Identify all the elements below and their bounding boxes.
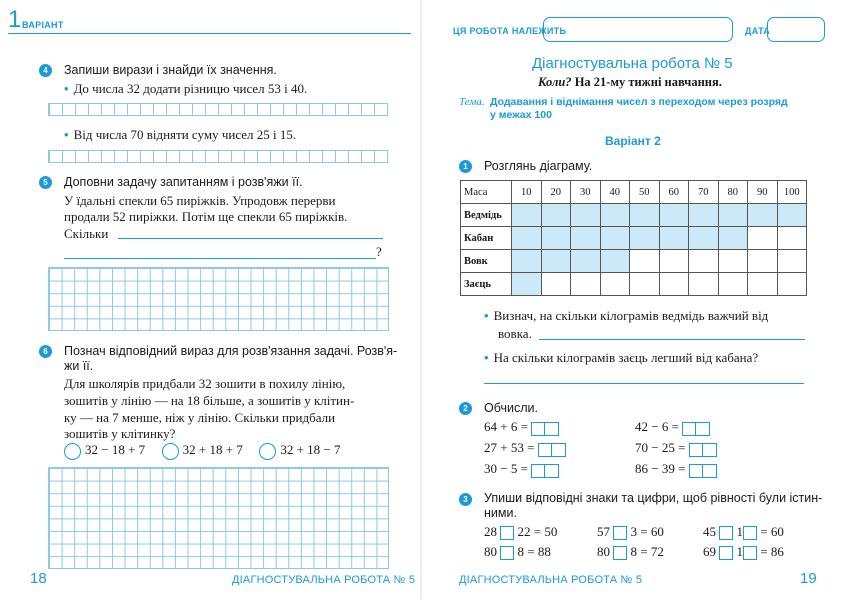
bar-cell — [512, 227, 542, 250]
equation — [597, 524, 664, 540]
expression-text: 27 + 53 = — [484, 440, 535, 455]
tick-label: 60 — [659, 181, 689, 204]
bar-cell — [541, 250, 571, 273]
variant-label: ВАРІАНТ — [22, 20, 64, 30]
topic-line-2: у межах 100 — [490, 109, 552, 121]
question-5-line-2: продали 52 пиріжки. Потім ще спекли 65 пиріжків. — [64, 209, 348, 224]
digit-box[interactable] — [743, 526, 757, 540]
bullet-icon: • — [484, 350, 489, 365]
bar-cell — [718, 227, 748, 250]
question-5-badge: 5 — [39, 176, 52, 189]
bar-cell — [777, 204, 807, 227]
bullet-icon: • — [64, 81, 69, 96]
question-mark: ? — [376, 244, 382, 259]
tick-label: 20 — [541, 181, 571, 204]
sign-box[interactable] — [500, 546, 514, 560]
question-3-badge: 3 — [459, 493, 472, 506]
question-6-line-3: ку — на 7 менше, ніж у лінію. Скільки придбали — [64, 410, 336, 425]
empty-cell — [630, 273, 660, 296]
question-1-item-1b: вовка. — [498, 326, 532, 341]
chart-row — [461, 204, 807, 227]
chart-row — [461, 273, 807, 296]
sign-box[interactable] — [613, 526, 627, 540]
variant-number: 1 — [8, 6, 22, 33]
answer-boxes[interactable] — [531, 462, 559, 478]
radio-circle-icon[interactable] — [162, 443, 179, 460]
eq-part: 8 = 88 — [517, 544, 551, 559]
bar-cell — [689, 227, 719, 250]
eq-part: 69 — [703, 544, 716, 559]
empty-cell — [630, 250, 660, 273]
chart-header-row — [461, 181, 807, 204]
bullet-icon: • — [484, 308, 489, 323]
question-2-text: Обчисли. — [484, 401, 538, 415]
category-label: Ведмідь — [461, 204, 512, 227]
eq-part: = 86 — [760, 544, 784, 559]
expression-text: 30 − 5 = — [484, 461, 528, 476]
empty-cell — [777, 273, 807, 296]
question-answer-line[interactable] — [118, 238, 383, 239]
question-6-text-2: жи її. — [64, 359, 94, 373]
expression-text: 86 − 39 = — [635, 461, 686, 476]
item-text: Від числа 70 відняти суму чисел 25 і 15. — [73, 127, 297, 142]
bullet-icon: • — [64, 127, 69, 142]
bar-cell — [541, 227, 571, 250]
expression — [484, 440, 566, 457]
weight-chart — [460, 180, 807, 296]
question-5-line-1: У їдальні спекли 65 пиріжків. Упродовж перерви — [64, 193, 336, 208]
tick-label: 80 — [718, 181, 748, 204]
bar-cell — [748, 204, 778, 227]
question-answer-line-2[interactable] — [64, 258, 376, 259]
answer-boxes[interactable] — [531, 420, 559, 436]
equation — [484, 544, 551, 560]
answer-boxes[interactable] — [689, 441, 717, 457]
equation — [484, 524, 557, 540]
eq-part: 1 — [736, 524, 743, 539]
chart-xlabel: Маса — [461, 181, 512, 204]
top-rule — [8, 33, 411, 34]
eq-part: 22 = 50 — [517, 524, 558, 539]
question-1-item-1 — [484, 308, 768, 324]
expression-options — [64, 442, 341, 460]
left-page — [0, 0, 421, 600]
sign-box[interactable] — [719, 526, 733, 540]
tick-label: 10 — [512, 181, 542, 204]
question-1-text: Розглянь діаграму. — [484, 159, 593, 173]
answer-line-2[interactable] — [484, 383, 804, 384]
answer-boxes[interactable] — [682, 420, 710, 436]
bar-cell — [689, 204, 719, 227]
bar-cell — [571, 204, 601, 227]
chart-row — [461, 250, 807, 273]
footer-title: ДІАГНОСТУВАЛЬНА РОБОТА № 5 — [232, 574, 416, 586]
item-text: На скільки кілограмів заєць легший від кабана? — [493, 350, 759, 365]
eq-part: 1 — [736, 544, 743, 559]
bar-cell — [571, 227, 601, 250]
date-label: ДАТА — [745, 26, 771, 36]
option-1[interactable] — [64, 442, 145, 457]
expression — [635, 440, 717, 457]
answer-boxes[interactable] — [538, 441, 566, 457]
page-title: Діагностувальна робота № 5 — [532, 55, 733, 72]
category-label: Кабан — [461, 227, 512, 250]
footer-title: ДІАГНОСТУВАЛЬНА РОБОТА № 5 — [459, 574, 643, 586]
empty-cell — [600, 273, 630, 296]
question-3-text-2: ними. — [484, 506, 517, 520]
eq-part: 3 = 60 — [630, 524, 664, 539]
empty-cell — [571, 273, 601, 296]
bar-cell — [512, 204, 542, 227]
tick-label: 30 — [571, 181, 601, 204]
expression — [484, 419, 559, 436]
empty-cell — [718, 250, 748, 273]
topic-label: Тема. — [459, 96, 485, 108]
question-3-text-1: Упиши відповідні знаки та цифри, щоб рівності були істин- — [484, 491, 823, 505]
date-field[interactable] — [767, 17, 825, 42]
sign-box[interactable] — [500, 526, 514, 540]
empty-cell — [748, 227, 778, 250]
eq-part: 45 — [703, 524, 716, 539]
question-5-text: Доповни задачу запитанням і розв'яжи її. — [64, 175, 303, 189]
bar-cell — [630, 204, 660, 227]
eq-part: = 60 — [760, 524, 784, 539]
expression — [484, 461, 559, 478]
bar-cell — [718, 204, 748, 227]
empty-cell — [718, 273, 748, 296]
equation — [703, 544, 784, 560]
radio-circle-icon[interactable] — [64, 443, 81, 460]
question-6-line-1: Для школярів придбали 32 зошити в похилу лінію, — [64, 376, 346, 391]
eq-part: 80 — [484, 544, 497, 559]
sign-box[interactable] — [719, 546, 733, 560]
tick-label: 70 — [689, 181, 719, 204]
expression — [635, 419, 710, 436]
equation — [703, 524, 784, 540]
question-2-badge: 2 — [459, 402, 472, 415]
radio-circle-icon[interactable] — [259, 443, 276, 460]
eq-part: 57 — [597, 524, 610, 539]
question-4-item-2 — [64, 127, 296, 143]
question-4-text: Запиши вирази і знайди їх значення. — [64, 63, 277, 77]
eq-part: 8 = 72 — [630, 544, 664, 559]
empty-cell — [689, 250, 719, 273]
question-6-text-1: Познач відповідний вираз для розв'язання задачі. Розв'я- — [64, 344, 398, 358]
bar-cell — [512, 250, 542, 273]
option-label: 32 + 18 + 7 — [182, 442, 243, 457]
item-text: До числа 32 додати різницю чисел 53 і 40. — [73, 81, 308, 96]
question-5-line-3: Скільки — [64, 226, 109, 241]
right-page — [422, 0, 843, 600]
question-6-line-2: зошитів у лінію — на 18 більше, а зошитів у клітин- — [64, 393, 355, 408]
bar-cell — [512, 273, 542, 296]
empty-cell — [777, 250, 807, 273]
bar-cell — [541, 204, 571, 227]
bar-cell — [600, 227, 630, 250]
category-label: Вовк — [461, 250, 512, 273]
expression-text: 42 − 6 = — [635, 419, 679, 434]
question-4-item-1 — [64, 81, 307, 97]
question-4-badge: 4 — [39, 64, 52, 77]
empty-cell — [777, 227, 807, 250]
empty-cell — [541, 273, 571, 296]
topic-line-1: Додавання і віднімання чисел з переходом через розряд — [490, 96, 788, 108]
option-label: 32 − 18 + 7 — [85, 442, 146, 457]
variant-heading: Варіант 2 — [605, 134, 661, 148]
chart-row — [461, 227, 807, 250]
tick-label: 100 — [777, 181, 807, 204]
option-label: 32 + 18 − 7 — [280, 442, 341, 457]
empty-cell — [659, 273, 689, 296]
answer-strip-1[interactable] — [48, 103, 388, 116]
empty-cell — [659, 250, 689, 273]
empty-cell — [689, 273, 719, 296]
answer-strip-2[interactable] — [48, 150, 388, 163]
when-line — [538, 75, 722, 90]
tick-label: 50 — [630, 181, 660, 204]
bar-cell — [571, 250, 601, 273]
bar-cell — [630, 227, 660, 250]
eq-part: 80 — [597, 544, 610, 559]
bar-cell — [659, 227, 689, 250]
page-number: 18 — [30, 570, 47, 587]
digit-box[interactable] — [743, 546, 757, 560]
page-number: 19 — [800, 570, 817, 587]
belongs-label: ЦЯ РОБОТА НАЛЕЖИТЬ — [453, 26, 567, 36]
item-text: Визнач, на скільки кілограмів ведмідь важчий від — [493, 308, 769, 323]
solution-grid-2[interactable] — [48, 467, 389, 569]
category-label: Заєць — [461, 273, 512, 296]
sign-box[interactable] — [613, 546, 627, 560]
expression-text: 64 + 6 = — [484, 419, 528, 434]
option-2[interactable] — [162, 442, 243, 457]
question-1-badge: 1 — [459, 160, 472, 173]
empty-cell — [748, 250, 778, 273]
solution-grid-1[interactable] — [48, 267, 389, 331]
eq-part: 28 — [484, 524, 497, 539]
question-6-badge: 6 — [39, 345, 52, 358]
equation — [597, 544, 664, 560]
question-6-line-4: зошитів у клітинку? — [64, 426, 176, 441]
option-3[interactable] — [259, 442, 340, 457]
owner-name-field[interactable] — [543, 17, 733, 42]
when-question: Коли? — [538, 75, 572, 89]
empty-cell — [748, 273, 778, 296]
when-answer: На 21-му тижні навчання. — [574, 75, 722, 89]
bar-cell — [659, 204, 689, 227]
tick-label: 90 — [748, 181, 778, 204]
answer-line-1[interactable] — [539, 339, 805, 340]
tick-label: 40 — [600, 181, 630, 204]
bar-cell — [600, 204, 630, 227]
expression-text: 70 − 25 = — [635, 440, 686, 455]
answer-boxes[interactable] — [689, 462, 717, 478]
bar-cell — [600, 250, 630, 273]
question-1-item-2 — [484, 350, 758, 366]
expression — [635, 461, 717, 478]
